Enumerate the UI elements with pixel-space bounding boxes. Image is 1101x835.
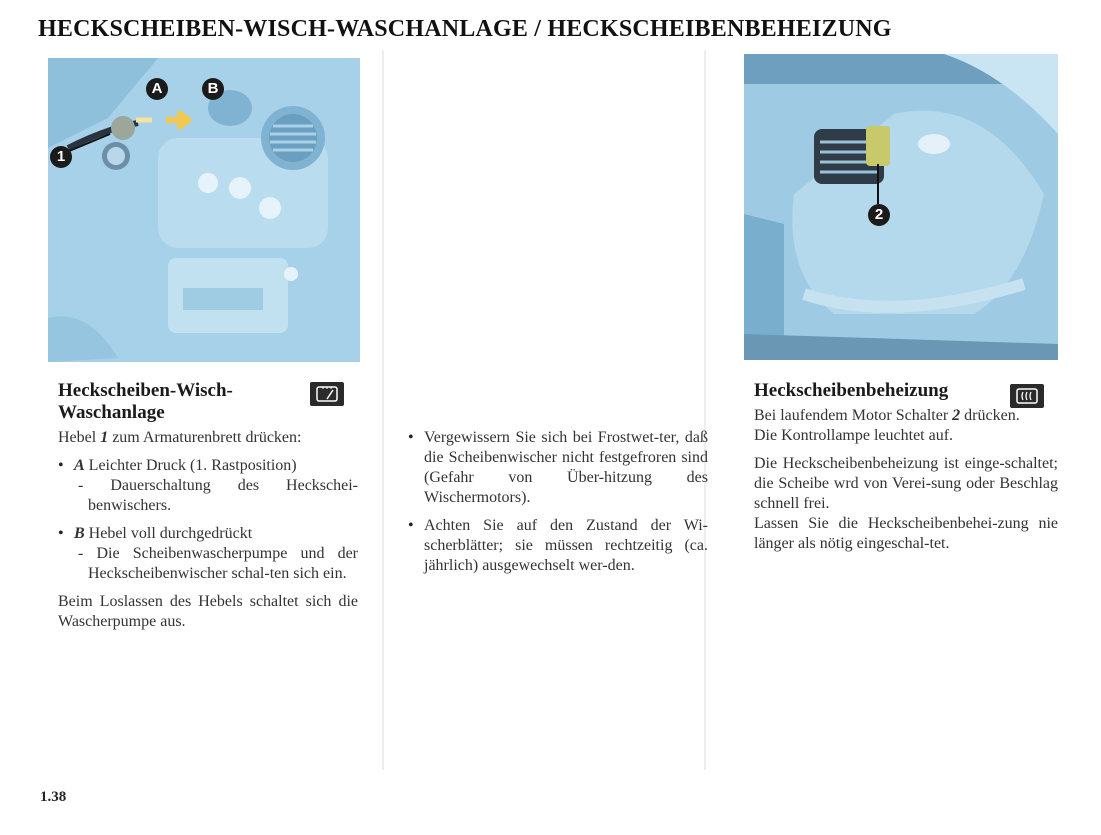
column-divider-right (704, 50, 706, 770)
bullet-a: • A Leichter Druck (1. Rastposition) (58, 456, 358, 476)
wiper-blade-bullet: • Achten Sie auf den Zustand der Wi-scherblätter; sie müssen rechtzeitig (ca. jährlich) ausgewechselt wer-den. (408, 516, 708, 576)
wiper-lever-photo (48, 58, 360, 362)
rear-defrost-icon (1010, 384, 1044, 408)
defrost-para-3: Die Heckscheibenbeheizung ist einge-schaltet; die Scheibe wrd von Verei-sung oder Beschlag schnell frei. (754, 455, 1058, 512)
section-title-line1: Heckscheiben-Wisch- (58, 380, 233, 401)
page-number: 1.38 (40, 789, 67, 805)
defrost-para-4: Lassen Sie die Heckscheibenbehei-zung nie länger als nötig eingeschal-tet. (754, 515, 1058, 552)
column-divider-left (382, 50, 384, 770)
rear-defrost-instructions (754, 406, 1058, 554)
bullet-a-detail: - Dauerschaltung des Heckschei-benwischers. (78, 477, 358, 514)
callout-1: 1 (50, 146, 72, 168)
frost-bullet: • Vergewissern Sie sich bei Frostwet-ter, daß die Scheibenwischer nicht festgefroren sind (Gefahr von Über-hitzung des Wischermotors). (408, 428, 708, 508)
defrost-switch-photo (744, 54, 1058, 360)
rear-wiper-instructions (58, 428, 358, 632)
callout-a: A (146, 78, 168, 100)
rear-wiper-icon (310, 382, 344, 406)
callout-b: B (202, 78, 224, 100)
defrost-para-1: Bei laufendem Motor Schalter 2 drücken. (754, 407, 1020, 424)
section-title-rear-defrost: Heckscheibenbeheizung (754, 380, 949, 401)
callout-2: 2 (868, 204, 890, 226)
bullet-b: • B Hebel voll durchgedrückt (58, 524, 358, 544)
bullet-b-detail: - Die Scheibenwascherpumpe und der Heckscheibenwischer schal-ten sich ein. (78, 545, 358, 582)
page-title: HECKSCHEIBEN-WISCH-WASCHANLAGE / HECKSCHEIBENBEHEIZUNG (38, 16, 892, 42)
defrost-para-2: Die Kontrollampe leuchtet auf. (754, 427, 954, 444)
intro-text: Hebel 1 zum Armaturenbrett drücken: (58, 429, 302, 446)
section-title-line2: Waschanlage (58, 402, 165, 423)
closing-text: Beim Loslassen des Hebels schaltet sich die Wascherpumpe aus. (58, 593, 358, 630)
frost-warning-notes (408, 428, 708, 576)
section-title-rear-wiper (58, 380, 298, 424)
